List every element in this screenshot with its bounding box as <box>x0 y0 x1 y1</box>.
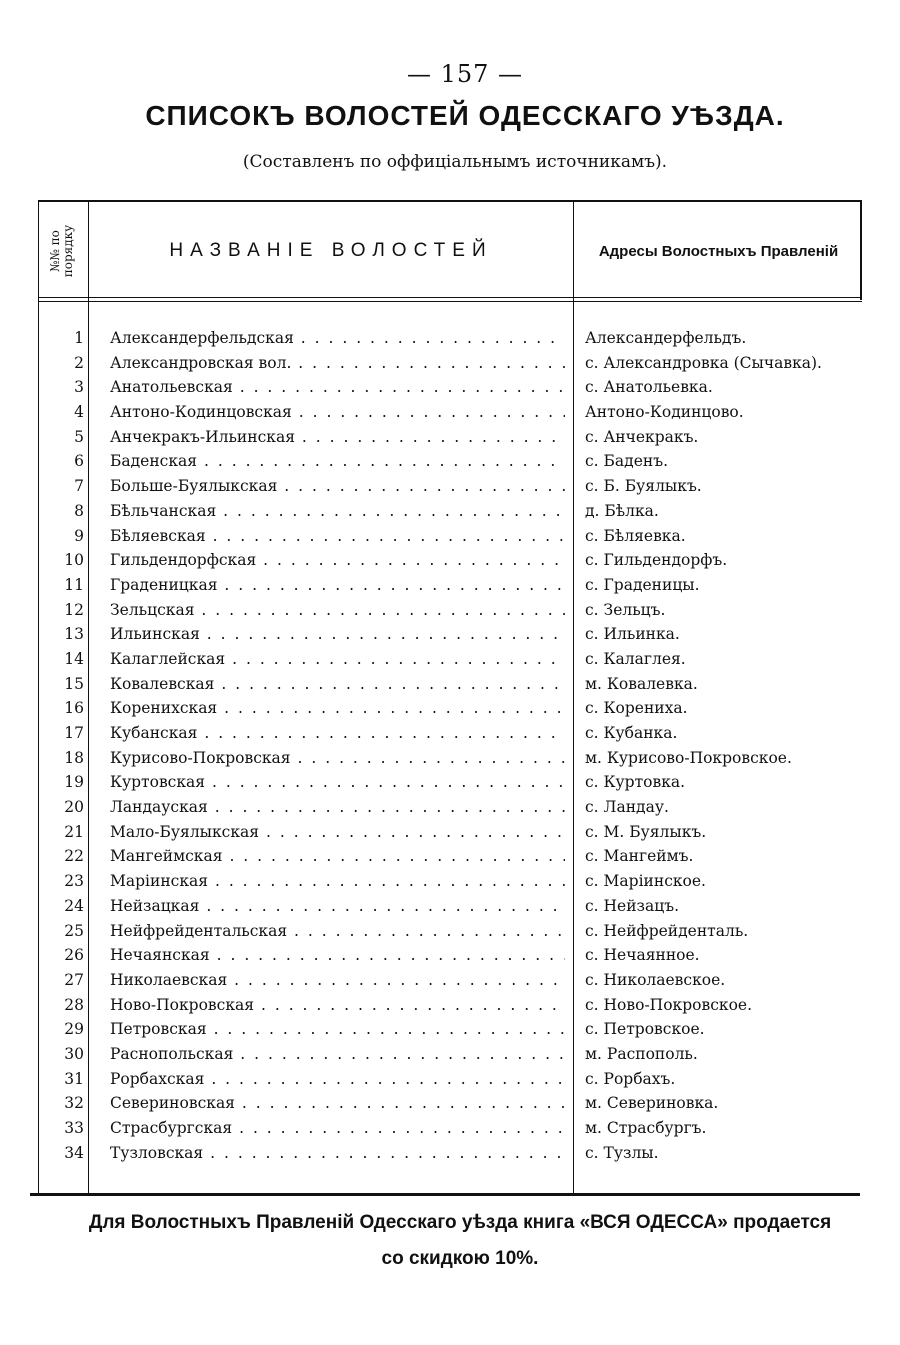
header-divider-double <box>38 301 862 302</box>
volost-name: Тузловская . . . <box>110 1144 565 1162</box>
row-number: 19 <box>64 773 84 792</box>
table-row <box>38 574 862 599</box>
table-row <box>38 401 862 426</box>
volost-name: Мало-Буялыкская . . . <box>110 823 565 841</box>
volost-address: с. Гильдендорфъ. <box>585 551 728 570</box>
volost-name: Мангеймская . . . <box>110 847 565 865</box>
volost-address: м. Курисово-Покровское. <box>585 748 792 767</box>
table-row <box>38 969 862 994</box>
volost-name: Ландауская . . . <box>110 798 565 816</box>
volost-address: с. Бѣляевка. <box>585 526 686 545</box>
table-row <box>38 549 862 574</box>
row-number: 31 <box>64 1069 84 1088</box>
volost-name: Петровская . . . <box>110 1020 565 1038</box>
header-name-column: НАЗВАНІЕ ВОЛОСТЕЙ <box>169 240 493 261</box>
table-row <box>38 648 862 673</box>
volost-address: с. Николаевское. <box>585 970 726 989</box>
table-row <box>38 426 862 451</box>
volost-address: с. Александровка (Сычавка). <box>585 353 822 372</box>
volost-name: Бѣльчанская . . . <box>110 502 565 520</box>
row-number: 20 <box>64 798 84 817</box>
volost-address: с. Тузлы. <box>585 1143 659 1162</box>
table-body <box>38 327 862 1166</box>
header-divider <box>38 297 862 298</box>
row-number: 30 <box>64 1044 84 1063</box>
volost-name: Больше-Буялыкская . . . <box>110 477 565 495</box>
volost-name: Николаевская . . . <box>110 971 565 989</box>
row-number: 4 <box>74 403 84 422</box>
header-number-column <box>41 205 83 297</box>
row-number: 23 <box>64 872 84 891</box>
volost-address: с. Петровское. <box>585 1020 705 1039</box>
page-number: — 157 — <box>406 60 524 88</box>
volost-name: Александерфельдская . . . <box>110 329 565 347</box>
table-row <box>38 1117 862 1142</box>
table-row <box>38 327 862 352</box>
table-row <box>38 870 862 895</box>
table-row <box>38 944 862 969</box>
volost-address: с. Кубанка. <box>585 724 678 742</box>
volost-address: с. Б. Буялыкъ. <box>585 477 702 496</box>
table-row <box>38 1092 862 1117</box>
volost-address: с. Нечаянное. <box>585 946 700 965</box>
table-row <box>38 450 862 475</box>
volost-name: Кубанская . . . <box>110 724 565 742</box>
table-row <box>38 599 862 624</box>
table-row <box>38 623 862 648</box>
volost-name: Баденская . . . <box>110 452 565 470</box>
table-row <box>38 352 862 377</box>
volost-address: с. М. Буялыкъ. <box>585 822 707 841</box>
volost-address: с. Ильинка. <box>585 625 680 644</box>
row-number: 11 <box>64 575 84 594</box>
header-number-label: №№ по порядку <box>48 224 75 278</box>
volost-name: Ильинская . . . <box>110 625 565 643</box>
row-number: 1 <box>74 329 84 347</box>
row-number: 28 <box>64 995 84 1014</box>
volost-address: с. Баденъ. <box>585 452 669 471</box>
table-row <box>38 747 862 772</box>
row-number: 12 <box>64 600 84 619</box>
row-number: 18 <box>64 748 84 767</box>
row-number: 29 <box>64 1020 84 1039</box>
table-row <box>38 920 862 945</box>
row-number: 9 <box>74 526 84 545</box>
volost-name: Маріинская . . . <box>110 872 565 890</box>
table-row <box>38 697 862 722</box>
volost-name: Бѣляевская . . . <box>110 527 565 545</box>
row-number: 22 <box>64 847 84 866</box>
row-number: 32 <box>64 1094 84 1113</box>
row-number: 26 <box>64 946 84 965</box>
row-number: 2 <box>74 353 84 372</box>
volost-address: Александерфельдъ. <box>585 329 747 347</box>
volost-name: Анатольевская . . . <box>110 378 565 396</box>
volost-address: с. Мангеймъ. <box>585 847 694 866</box>
row-number: 5 <box>74 427 84 446</box>
volost-address: с. Нейфрейденталь. <box>585 921 749 940</box>
volost-address: м. Севериновка. <box>585 1094 719 1113</box>
volost-name: Нейзацкая . . . <box>110 897 565 915</box>
page-title: СПИСОКЪ ВОЛОСТЕЙ ОДЕССКАГО УѢЗДА. <box>145 100 785 131</box>
volost-name: Гильдендорфская . . . <box>110 551 565 569</box>
row-number: 15 <box>64 674 84 693</box>
header-address-column: Адресы Волостныхъ Правленій <box>598 243 839 260</box>
volost-name: Раснопольская . . . <box>110 1045 565 1063</box>
volost-address: с. Зельцъ. <box>585 600 666 619</box>
table-row <box>38 821 862 846</box>
volost-name: Калаглейская . . . <box>110 650 565 668</box>
volost-name: Курисово-Покровская . . . <box>110 749 565 767</box>
table-row <box>38 376 862 401</box>
row-number: 10 <box>64 551 84 570</box>
volost-address: с. Граденицы. <box>585 575 700 594</box>
row-number: 13 <box>64 625 84 644</box>
volost-name: Севериновская . . . <box>110 1094 565 1112</box>
volost-name: Ковалевская . . . <box>110 675 565 693</box>
volost-name: Нечаянская . . . <box>110 946 565 964</box>
volost-address: с. Ново-Покровское. <box>585 995 752 1014</box>
row-number: 14 <box>64 649 84 668</box>
footer-line-1: Для Волостныхъ Правленій Одесскаго уѣзда книга «ВСЯ ОДЕССА» продается <box>88 1212 832 1233</box>
table-row <box>38 845 862 870</box>
row-number: 16 <box>64 699 84 718</box>
volost-address: с. Рорбахъ. <box>585 1069 676 1088</box>
row-number: 21 <box>64 822 84 841</box>
volost-name: Коренихская . . . <box>110 699 565 717</box>
volost-address: м. Ковалевка. <box>585 674 698 693</box>
row-number: 25 <box>64 921 84 940</box>
volost-address: с. Ландау. <box>585 798 669 817</box>
volost-name: Анчекракъ-Ильинская . . . <box>110 428 565 446</box>
volost-address: с. Маріинское. <box>585 872 706 891</box>
table-row <box>38 1018 862 1043</box>
table-bottom-border <box>30 1193 860 1196</box>
row-number: 7 <box>74 477 84 496</box>
volost-address: Антоно-Кодинцово. <box>585 403 744 422</box>
table-row <box>38 1043 862 1068</box>
volost-name: Нейфрейдентальская . . . <box>110 922 565 940</box>
table-row <box>38 500 862 525</box>
volost-name: Зельцская . . . <box>110 601 565 619</box>
row-number: 27 <box>64 970 84 989</box>
volost-name: Александровская вол. . . . <box>110 354 565 372</box>
row-number: 24 <box>64 896 84 915</box>
table-row <box>38 1068 862 1093</box>
volost-address: д. Бѣлка. <box>585 501 659 520</box>
footer-note <box>60 1205 860 1277</box>
row-number: 34 <box>64 1143 84 1162</box>
volost-name: Граденицкая . . . <box>110 576 565 594</box>
table-row <box>38 525 862 550</box>
volost-address: с. Корениха. <box>585 699 688 718</box>
volost-address: м. Страсбургъ. <box>585 1119 707 1137</box>
table-row <box>38 796 862 821</box>
table-row <box>38 673 862 698</box>
table-top-border <box>38 200 862 202</box>
volost-address: с. Калаглея. <box>585 649 686 668</box>
volost-name: Куртовская . . . <box>110 773 565 791</box>
table-row <box>38 771 862 796</box>
row-number: 8 <box>74 501 84 520</box>
volost-address: с. Анчекракъ. <box>585 427 699 446</box>
volost-address: м. Распополь. <box>585 1044 698 1063</box>
footer-line-2: со скидкою 10%. <box>381 1248 539 1269</box>
table-row <box>38 722 862 747</box>
table-row <box>38 895 862 920</box>
page-subtitle: (Составленъ по оффиціальнымъ источникамъ). <box>242 152 668 172</box>
volost-address: с. Нейзацъ. <box>585 896 680 915</box>
table-row <box>38 994 862 1019</box>
table-row <box>38 1142 862 1167</box>
volost-name: Страсбургская . . . <box>110 1119 565 1137</box>
table-row <box>38 475 862 500</box>
volost-name: Ново-Покровская . . . <box>110 996 565 1014</box>
row-number: 3 <box>74 378 84 397</box>
row-number: 6 <box>74 452 84 471</box>
row-number: 33 <box>64 1119 84 1137</box>
row-number: 17 <box>64 724 84 742</box>
volost-name: Антоно-Кодинцовская . . . <box>110 403 565 421</box>
volost-name: Рорбахская . . . <box>110 1070 565 1088</box>
volost-address: с. Куртовка. <box>585 773 686 792</box>
volosts-table <box>38 200 862 1195</box>
volost-address: с. Анатольевка. <box>585 378 713 397</box>
